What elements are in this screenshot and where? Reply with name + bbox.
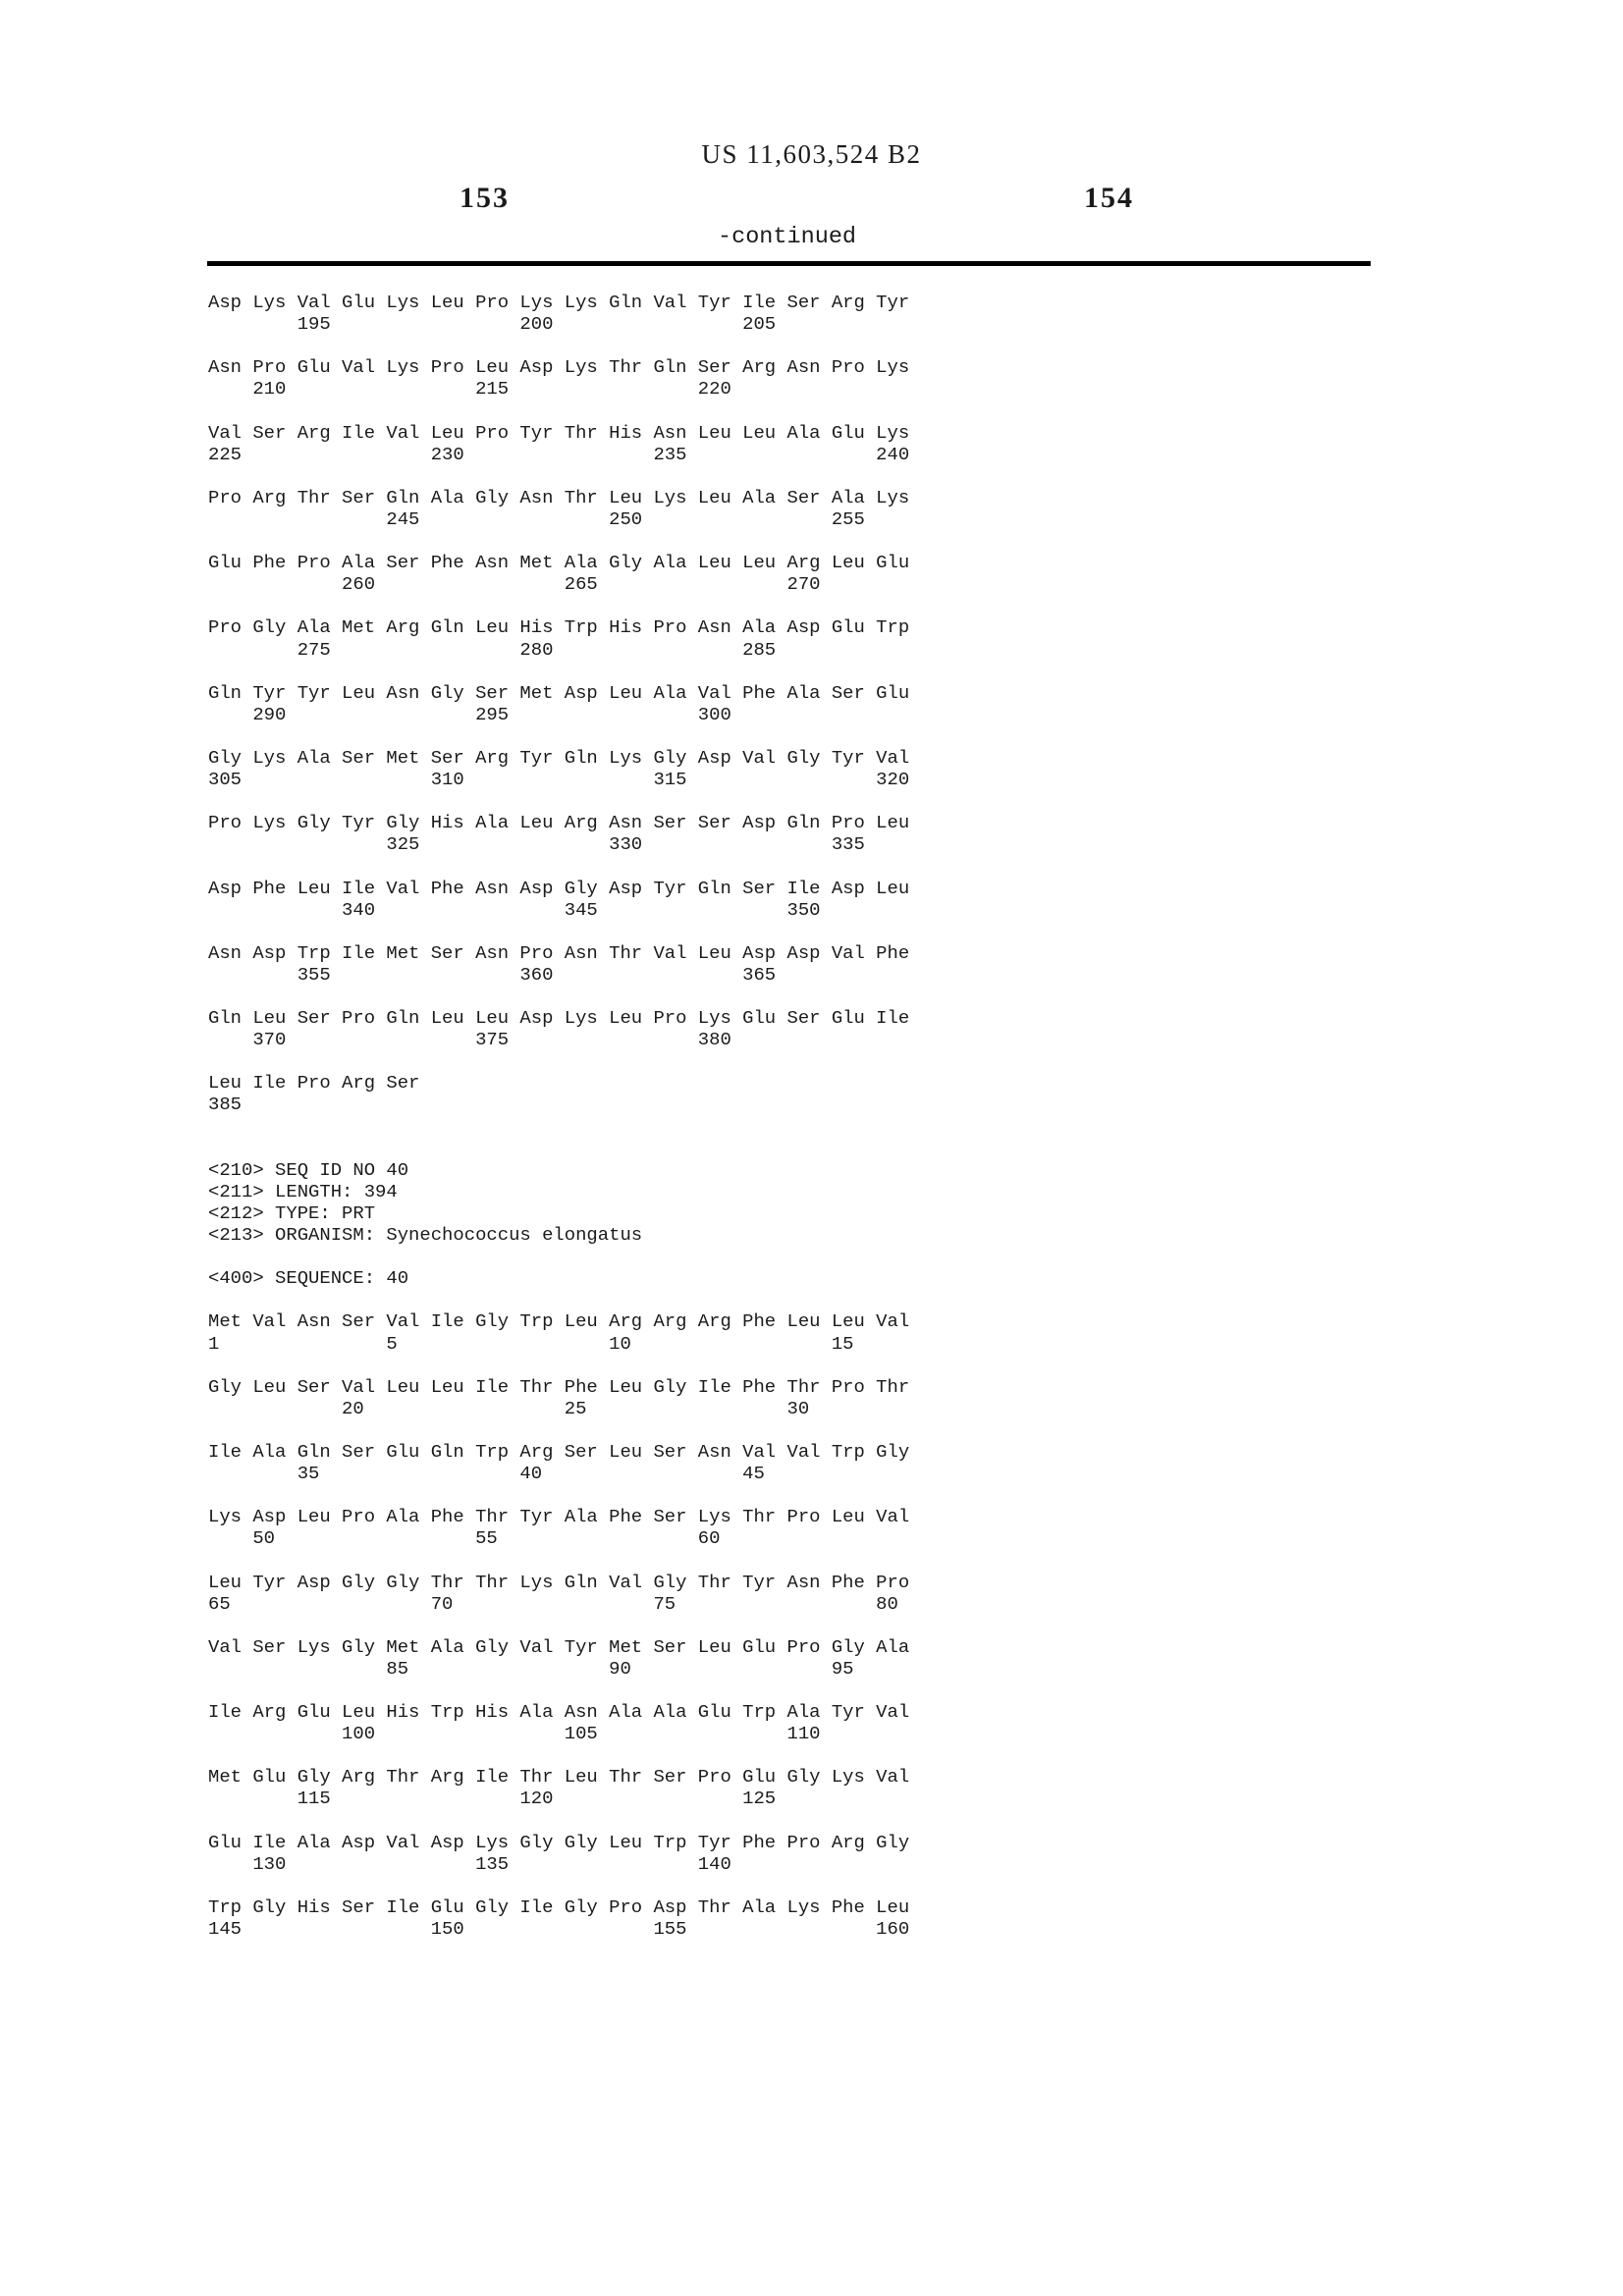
residue-line: Asn Asp Trp Ile Met Ser Asn Pro Asn Thr Val Leu Asp Asp Val Phe — [208, 941, 910, 964]
sequence-40-header-line: <400> SEQUENCE: 40 — [208, 1267, 409, 1290]
position-number-line: 385 — [208, 1094, 243, 1116]
position-number-line: 145 150 155 160 — [208, 1918, 910, 1941]
residue-line: Glu Phe Pro Ala Ser Phe Asn Met Ala Gly Ala Leu Leu Arg Leu Glu — [208, 552, 910, 574]
sequence-row — [208, 1376, 909, 1419]
sequence-row — [208, 1441, 909, 1484]
sequence-row — [208, 942, 909, 986]
position-number-line: 50 55 60 — [208, 1527, 721, 1550]
sequence-row — [208, 878, 909, 921]
position-number-line: 370 375 380 — [208, 1029, 731, 1051]
position-number-line: 195 200 205 — [208, 313, 777, 336]
position-number-line: 130 135 140 — [208, 1852, 731, 1875]
residue-line: Pro Gly Ala Met Arg Gln Leu His Trp His Pro Asn Ala Asp Glu Trp — [208, 616, 910, 639]
patent-number: US 11,603,524 B2 — [701, 139, 922, 169]
metadata-line: <212> TYPE: PRT — [208, 1201, 376, 1224]
residue-line: Asp Phe Leu Ile Val Phe Asn Asp Gly Asp Tyr Gln Ser Ile Asp Leu — [208, 877, 910, 899]
residue-line: Lys Asp Leu Pro Ala Phe Thr Tyr Ala Phe Ser Lys Thr Pro Leu Val — [208, 1506, 910, 1528]
position-number-line: 305 310 315 320 — [208, 769, 910, 791]
position-number-line: 355 360 365 — [208, 963, 777, 986]
residue-line: Pro Lys Gly Tyr Gly His Ala Leu Arg Asn Ser Ser Asp Gln Pro Leu — [208, 812, 910, 834]
sequence-row — [208, 292, 909, 335]
sequence-39-continued-block — [208, 292, 909, 1138]
position-number-line: 325 330 335 — [208, 833, 865, 856]
position-number-line: 65 70 75 80 — [208, 1592, 898, 1615]
continued-label: -continued — [718, 224, 857, 250]
sequence-row — [208, 552, 909, 595]
position-number-line: 115 120 125 — [208, 1788, 777, 1810]
residue-line: Ile Ala Gln Ser Glu Gln Trp Arg Ser Leu Ser Asn Val Val Trp Gly — [208, 1440, 910, 1463]
position-number-line: 35 40 45 — [208, 1463, 765, 1485]
position-number-line: 260 265 270 — [208, 573, 821, 596]
sequence-row — [208, 812, 909, 855]
sequence-40-block — [208, 1310, 909, 1961]
residue-line: Ile Arg Glu Leu His Trp His Ala Asn Ala Ala Glu Trp Ala Tyr Val — [208, 1701, 910, 1724]
metadata-line: <210> SEQ ID NO 40 — [208, 1158, 409, 1181]
sequence-row — [208, 1766, 909, 1809]
position-number-line: 20 25 30 — [208, 1397, 810, 1419]
sequence-listing-body — [208, 292, 909, 1961]
residue-line: Gln Leu Ser Pro Gln Leu Leu Asp Lys Leu Pro Lys Glu Ser Glu Ile — [208, 1007, 910, 1030]
residue-line: Trp Gly His Ser Ile Glu Gly Ile Gly Pro Asp Thr Ala Lys Phe Leu — [208, 1896, 910, 1918]
position-number-line: 225 230 235 240 — [208, 443, 910, 465]
sequence-row — [208, 747, 909, 790]
residue-line: Val Ser Arg Ile Val Leu Pro Tyr Thr His Asn Leu Leu Ala Glu Lys — [208, 421, 910, 444]
residue-line: Met Val Asn Ser Val Ile Gly Trp Leu Arg Arg Arg Phe Leu Leu Val — [208, 1310, 910, 1333]
position-number-line: 210 215 220 — [208, 378, 731, 400]
residue-line: Gly Lys Ala Ser Met Ser Arg Tyr Gln Lys Gly Asp Val Gly Tyr Val — [208, 746, 910, 769]
position-number-line: 275 280 285 — [208, 638, 777, 661]
sequence-40-metadata-block — [208, 1159, 909, 1246]
position-number-line: 85 90 95 — [208, 1657, 854, 1680]
metadata-line: <211> LENGTH: 394 — [208, 1180, 398, 1202]
metadata-line: <213> ORGANISM: Synechococcus elongatus — [208, 1224, 643, 1247]
sequence-row — [208, 1007, 909, 1050]
sequence-row — [208, 1636, 909, 1680]
position-number-line: 1 5 10 15 — [208, 1332, 854, 1355]
header-divider-rule — [207, 261, 1371, 266]
page-number-left: 153 — [460, 182, 510, 214]
residue-line: Met Glu Gly Arg Thr Arg Ile Thr Leu Thr Ser Pro Glu Gly Lys Val — [208, 1766, 910, 1789]
sequence-row — [208, 1832, 909, 1875]
page-number-right: 154 — [1084, 182, 1134, 214]
sequence-row — [208, 1506, 909, 1549]
sequence-row — [208, 422, 909, 465]
sequence-row — [208, 682, 909, 725]
residue-line: Pro Arg Thr Ser Gln Ala Gly Asn Thr Leu Lys Leu Ala Ser Ala Lys — [208, 486, 910, 508]
residue-line: Leu Tyr Asp Gly Gly Thr Thr Lys Gln Val Gly Thr Tyr Asn Phe Pro — [208, 1571, 910, 1593]
residue-line: Leu Ile Pro Arg Ser — [208, 1072, 420, 1095]
residue-line: Gln Tyr Tyr Leu Asn Gly Ser Met Asp Leu Ala Val Phe Ala Ser Glu — [208, 681, 910, 704]
residue-line: Val Ser Lys Gly Met Ala Gly Val Tyr Met Ser Leu Glu Pro Gly Ala — [208, 1635, 910, 1658]
position-number-line: 245 250 255 — [208, 507, 865, 530]
position-number-line: 290 295 300 — [208, 703, 731, 725]
sequence-row — [208, 487, 909, 530]
residue-line: Glu Ile Ala Asp Val Asp Lys Gly Gly Leu Trp Tyr Phe Pro Arg Gly — [208, 1831, 910, 1853]
sequence-row — [208, 1701, 909, 1744]
residue-line: Gly Leu Ser Val Leu Leu Ile Thr Phe Leu Gly Ile Phe Thr Pro Thr — [208, 1375, 910, 1398]
sequence-row — [208, 1572, 909, 1615]
sequence-row — [208, 1310, 909, 1354]
sequence-row — [208, 1896, 909, 1940]
sequence-row — [208, 1072, 909, 1115]
sequence-row — [208, 356, 909, 400]
position-number-line: 340 345 350 — [208, 898, 821, 921]
residue-line: Asp Lys Val Glu Lys Leu Pro Lys Lys Gln Val Tyr Ile Ser Arg Tyr — [208, 292, 910, 313]
sequence-row — [208, 616, 909, 660]
residue-line: Asn Pro Glu Val Lys Pro Leu Asp Lys Thr Gln Ser Arg Asn Pro Lys — [208, 356, 910, 379]
position-number-line: 100 105 110 — [208, 1723, 821, 1745]
